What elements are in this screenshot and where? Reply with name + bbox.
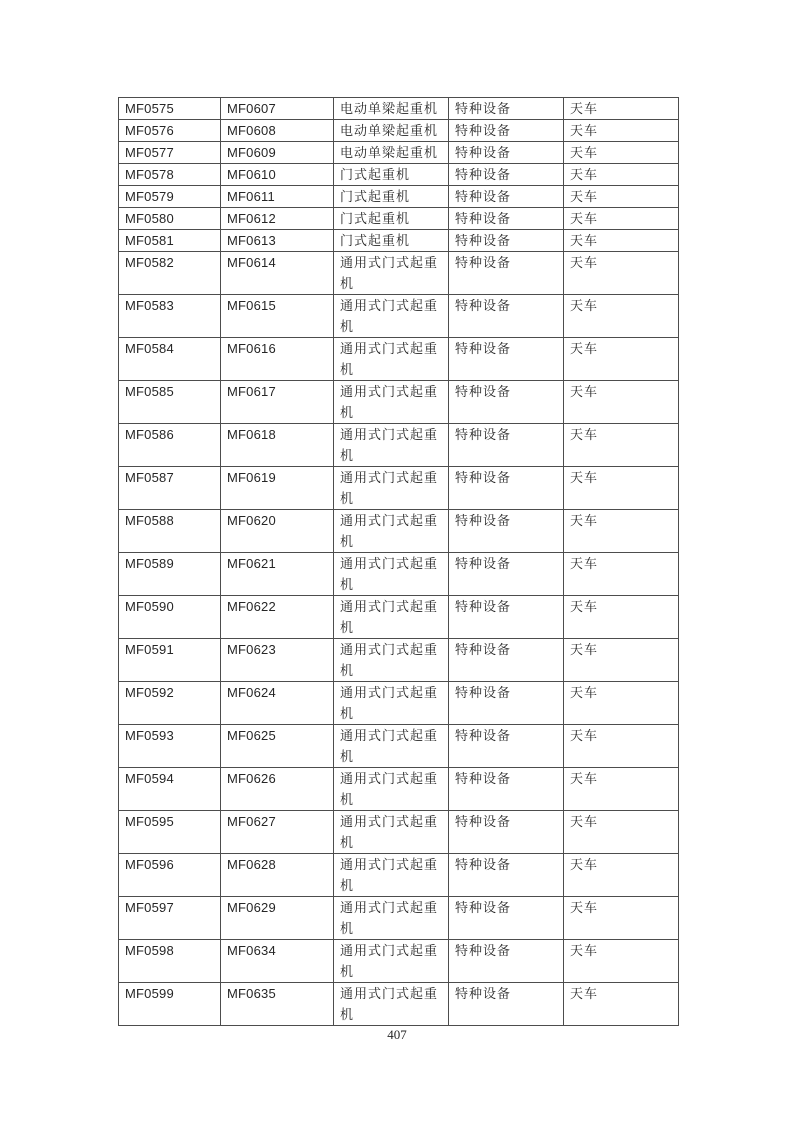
cell-equipment-name: 通用式门式起重机 [334, 725, 449, 768]
cell-category: 特种设备 [449, 983, 564, 1026]
cell-type: 天车 [564, 725, 679, 768]
table-row [119, 98, 679, 120]
cell-category: 特种设备 [449, 940, 564, 983]
cell-type: 天车 [564, 338, 679, 381]
cell-category: 特种设备 [449, 186, 564, 208]
cell-type: 天车 [564, 596, 679, 639]
cell-type: 天车 [564, 230, 679, 252]
cell-code-1: MF0595 [119, 811, 221, 854]
cell-category: 特种设备 [449, 854, 564, 897]
cell-equipment-name: 通用式门式起重机 [334, 897, 449, 940]
cell-type: 天车 [564, 381, 679, 424]
cell-code-2: MF0610 [221, 164, 334, 186]
cell-category: 特种设备 [449, 553, 564, 596]
cell-equipment-name: 通用式门式起重机 [334, 381, 449, 424]
cell-category: 特种设备 [449, 120, 564, 142]
cell-code-1: MF0584 [119, 338, 221, 381]
cell-code-1: MF0599 [119, 983, 221, 1026]
table-row [119, 725, 679, 768]
cell-category: 特种设备 [449, 164, 564, 186]
cell-category: 特种设备 [449, 230, 564, 252]
table-row [119, 164, 679, 186]
table-row [119, 510, 679, 553]
cell-code-2: MF0629 [221, 897, 334, 940]
cell-category: 特种设备 [449, 98, 564, 120]
cell-code-1: MF0589 [119, 553, 221, 596]
cell-type: 天车 [564, 186, 679, 208]
cell-code-1: MF0590 [119, 596, 221, 639]
cell-equipment-name: 通用式门式起重机 [334, 252, 449, 295]
cell-code-1: MF0596 [119, 854, 221, 897]
table-row [119, 252, 679, 295]
table-row [119, 295, 679, 338]
cell-code-1: MF0576 [119, 120, 221, 142]
cell-type: 天车 [564, 768, 679, 811]
cell-type: 天车 [564, 208, 679, 230]
cell-code-1: MF0582 [119, 252, 221, 295]
cell-equipment-name: 门式起重机 [334, 230, 449, 252]
table-row [119, 120, 679, 142]
cell-code-2: MF0612 [221, 208, 334, 230]
cell-code-1: MF0597 [119, 897, 221, 940]
cell-category: 特种设备 [449, 897, 564, 940]
cell-type: 天车 [564, 164, 679, 186]
cell-type: 天车 [564, 424, 679, 467]
cell-category: 特种设备 [449, 639, 564, 682]
cell-equipment-name: 通用式门式起重机 [334, 768, 449, 811]
cell-category: 特种设备 [449, 424, 564, 467]
table-row [119, 768, 679, 811]
cell-equipment-name: 通用式门式起重机 [334, 854, 449, 897]
cell-code-2: MF0626 [221, 768, 334, 811]
cell-code-1: MF0577 [119, 142, 221, 164]
table-row [119, 186, 679, 208]
table-row [119, 940, 679, 983]
cell-code-1: MF0598 [119, 940, 221, 983]
cell-category: 特种设备 [449, 811, 564, 854]
cell-code-2: MF0635 [221, 983, 334, 1026]
cell-code-1: MF0594 [119, 768, 221, 811]
cell-code-2: MF0621 [221, 553, 334, 596]
cell-category: 特种设备 [449, 252, 564, 295]
cell-equipment-name: 门式起重机 [334, 186, 449, 208]
cell-equipment-name: 通用式门式起重机 [334, 338, 449, 381]
cell-category: 特种设备 [449, 338, 564, 381]
cell-equipment-name: 门式起重机 [334, 208, 449, 230]
cell-code-1: MF0579 [119, 186, 221, 208]
cell-code-2: MF0617 [221, 381, 334, 424]
cell-type: 天车 [564, 295, 679, 338]
cell-type: 天车 [564, 983, 679, 1026]
cell-type: 天车 [564, 553, 679, 596]
cell-category: 特种设备 [449, 510, 564, 553]
cell-code-2: MF0634 [221, 940, 334, 983]
cell-type: 天车 [564, 811, 679, 854]
cell-equipment-name: 电动单梁起重机 [334, 142, 449, 164]
cell-code-2: MF0608 [221, 120, 334, 142]
cell-code-2: MF0624 [221, 682, 334, 725]
cell-type: 天车 [564, 639, 679, 682]
cell-category: 特种设备 [449, 142, 564, 164]
table-row [119, 230, 679, 252]
cell-category: 特种设备 [449, 596, 564, 639]
cell-code-2: MF0627 [221, 811, 334, 854]
cell-type: 天车 [564, 897, 679, 940]
table-row [119, 381, 679, 424]
cell-equipment-name: 电动单梁起重机 [334, 98, 449, 120]
cell-category: 特种设备 [449, 381, 564, 424]
table-row [119, 639, 679, 682]
cell-category: 特种设备 [449, 768, 564, 811]
table-row [119, 897, 679, 940]
table-row [119, 142, 679, 164]
cell-category: 特种设备 [449, 725, 564, 768]
cell-category: 特种设备 [449, 682, 564, 725]
table-row [119, 424, 679, 467]
cell-code-2: MF0616 [221, 338, 334, 381]
cell-equipment-name: 通用式门式起重机 [334, 467, 449, 510]
table-row [119, 553, 679, 596]
cell-code-2: MF0613 [221, 230, 334, 252]
cell-equipment-name: 通用式门式起重机 [334, 295, 449, 338]
table-body [119, 98, 679, 1026]
cell-code-1: MF0588 [119, 510, 221, 553]
page-number: 407 [387, 1027, 407, 1042]
cell-equipment-name: 电动单梁起重机 [334, 120, 449, 142]
cell-code-1: MF0591 [119, 639, 221, 682]
cell-category: 特种设备 [449, 295, 564, 338]
cell-equipment-name: 通用式门式起重机 [334, 510, 449, 553]
cell-type: 天车 [564, 854, 679, 897]
cell-code-2: MF0618 [221, 424, 334, 467]
cell-code-1: MF0578 [119, 164, 221, 186]
cell-code-2: MF0619 [221, 467, 334, 510]
cell-type: 天车 [564, 510, 679, 553]
cell-code-1: MF0575 [119, 98, 221, 120]
cell-code-2: MF0625 [221, 725, 334, 768]
cell-code-1: MF0587 [119, 467, 221, 510]
table-row [119, 596, 679, 639]
cell-equipment-name: 通用式门式起重机 [334, 811, 449, 854]
cell-equipment-name: 门式起重机 [334, 164, 449, 186]
cell-equipment-name: 通用式门式起重机 [334, 639, 449, 682]
cell-code-2: MF0622 [221, 596, 334, 639]
cell-type: 天车 [564, 120, 679, 142]
table-row [119, 854, 679, 897]
cell-type: 天车 [564, 682, 679, 725]
cell-code-1: MF0580 [119, 208, 221, 230]
cell-equipment-name: 通用式门式起重机 [334, 424, 449, 467]
equipment-table [118, 97, 679, 1026]
cell-equipment-name: 通用式门式起重机 [334, 983, 449, 1026]
cell-category: 特种设备 [449, 467, 564, 510]
table-row [119, 338, 679, 381]
cell-category: 特种设备 [449, 208, 564, 230]
cell-code-2: MF0623 [221, 639, 334, 682]
cell-equipment-name: 通用式门式起重机 [334, 682, 449, 725]
cell-code-2: MF0609 [221, 142, 334, 164]
cell-code-1: MF0593 [119, 725, 221, 768]
cell-code-2: MF0628 [221, 854, 334, 897]
cell-code-2: MF0615 [221, 295, 334, 338]
cell-type: 天车 [564, 467, 679, 510]
cell-equipment-name: 通用式门式起重机 [334, 940, 449, 983]
cell-type: 天车 [564, 252, 679, 295]
cell-type: 天车 [564, 98, 679, 120]
cell-type: 天车 [564, 142, 679, 164]
cell-equipment-name: 通用式门式起重机 [334, 553, 449, 596]
cell-equipment-name: 通用式门式起重机 [334, 596, 449, 639]
table-row [119, 467, 679, 510]
cell-code-1: MF0581 [119, 230, 221, 252]
cell-code-1: MF0586 [119, 424, 221, 467]
table-row [119, 811, 679, 854]
cell-code-2: MF0607 [221, 98, 334, 120]
table-row [119, 682, 679, 725]
table-row [119, 208, 679, 230]
cell-code-1: MF0585 [119, 381, 221, 424]
table-row [119, 983, 679, 1026]
cell-code-2: MF0620 [221, 510, 334, 553]
cell-code-1: MF0592 [119, 682, 221, 725]
cell-type: 天车 [564, 940, 679, 983]
cell-code-2: MF0611 [221, 186, 334, 208]
cell-code-2: MF0614 [221, 252, 334, 295]
cell-code-1: MF0583 [119, 295, 221, 338]
